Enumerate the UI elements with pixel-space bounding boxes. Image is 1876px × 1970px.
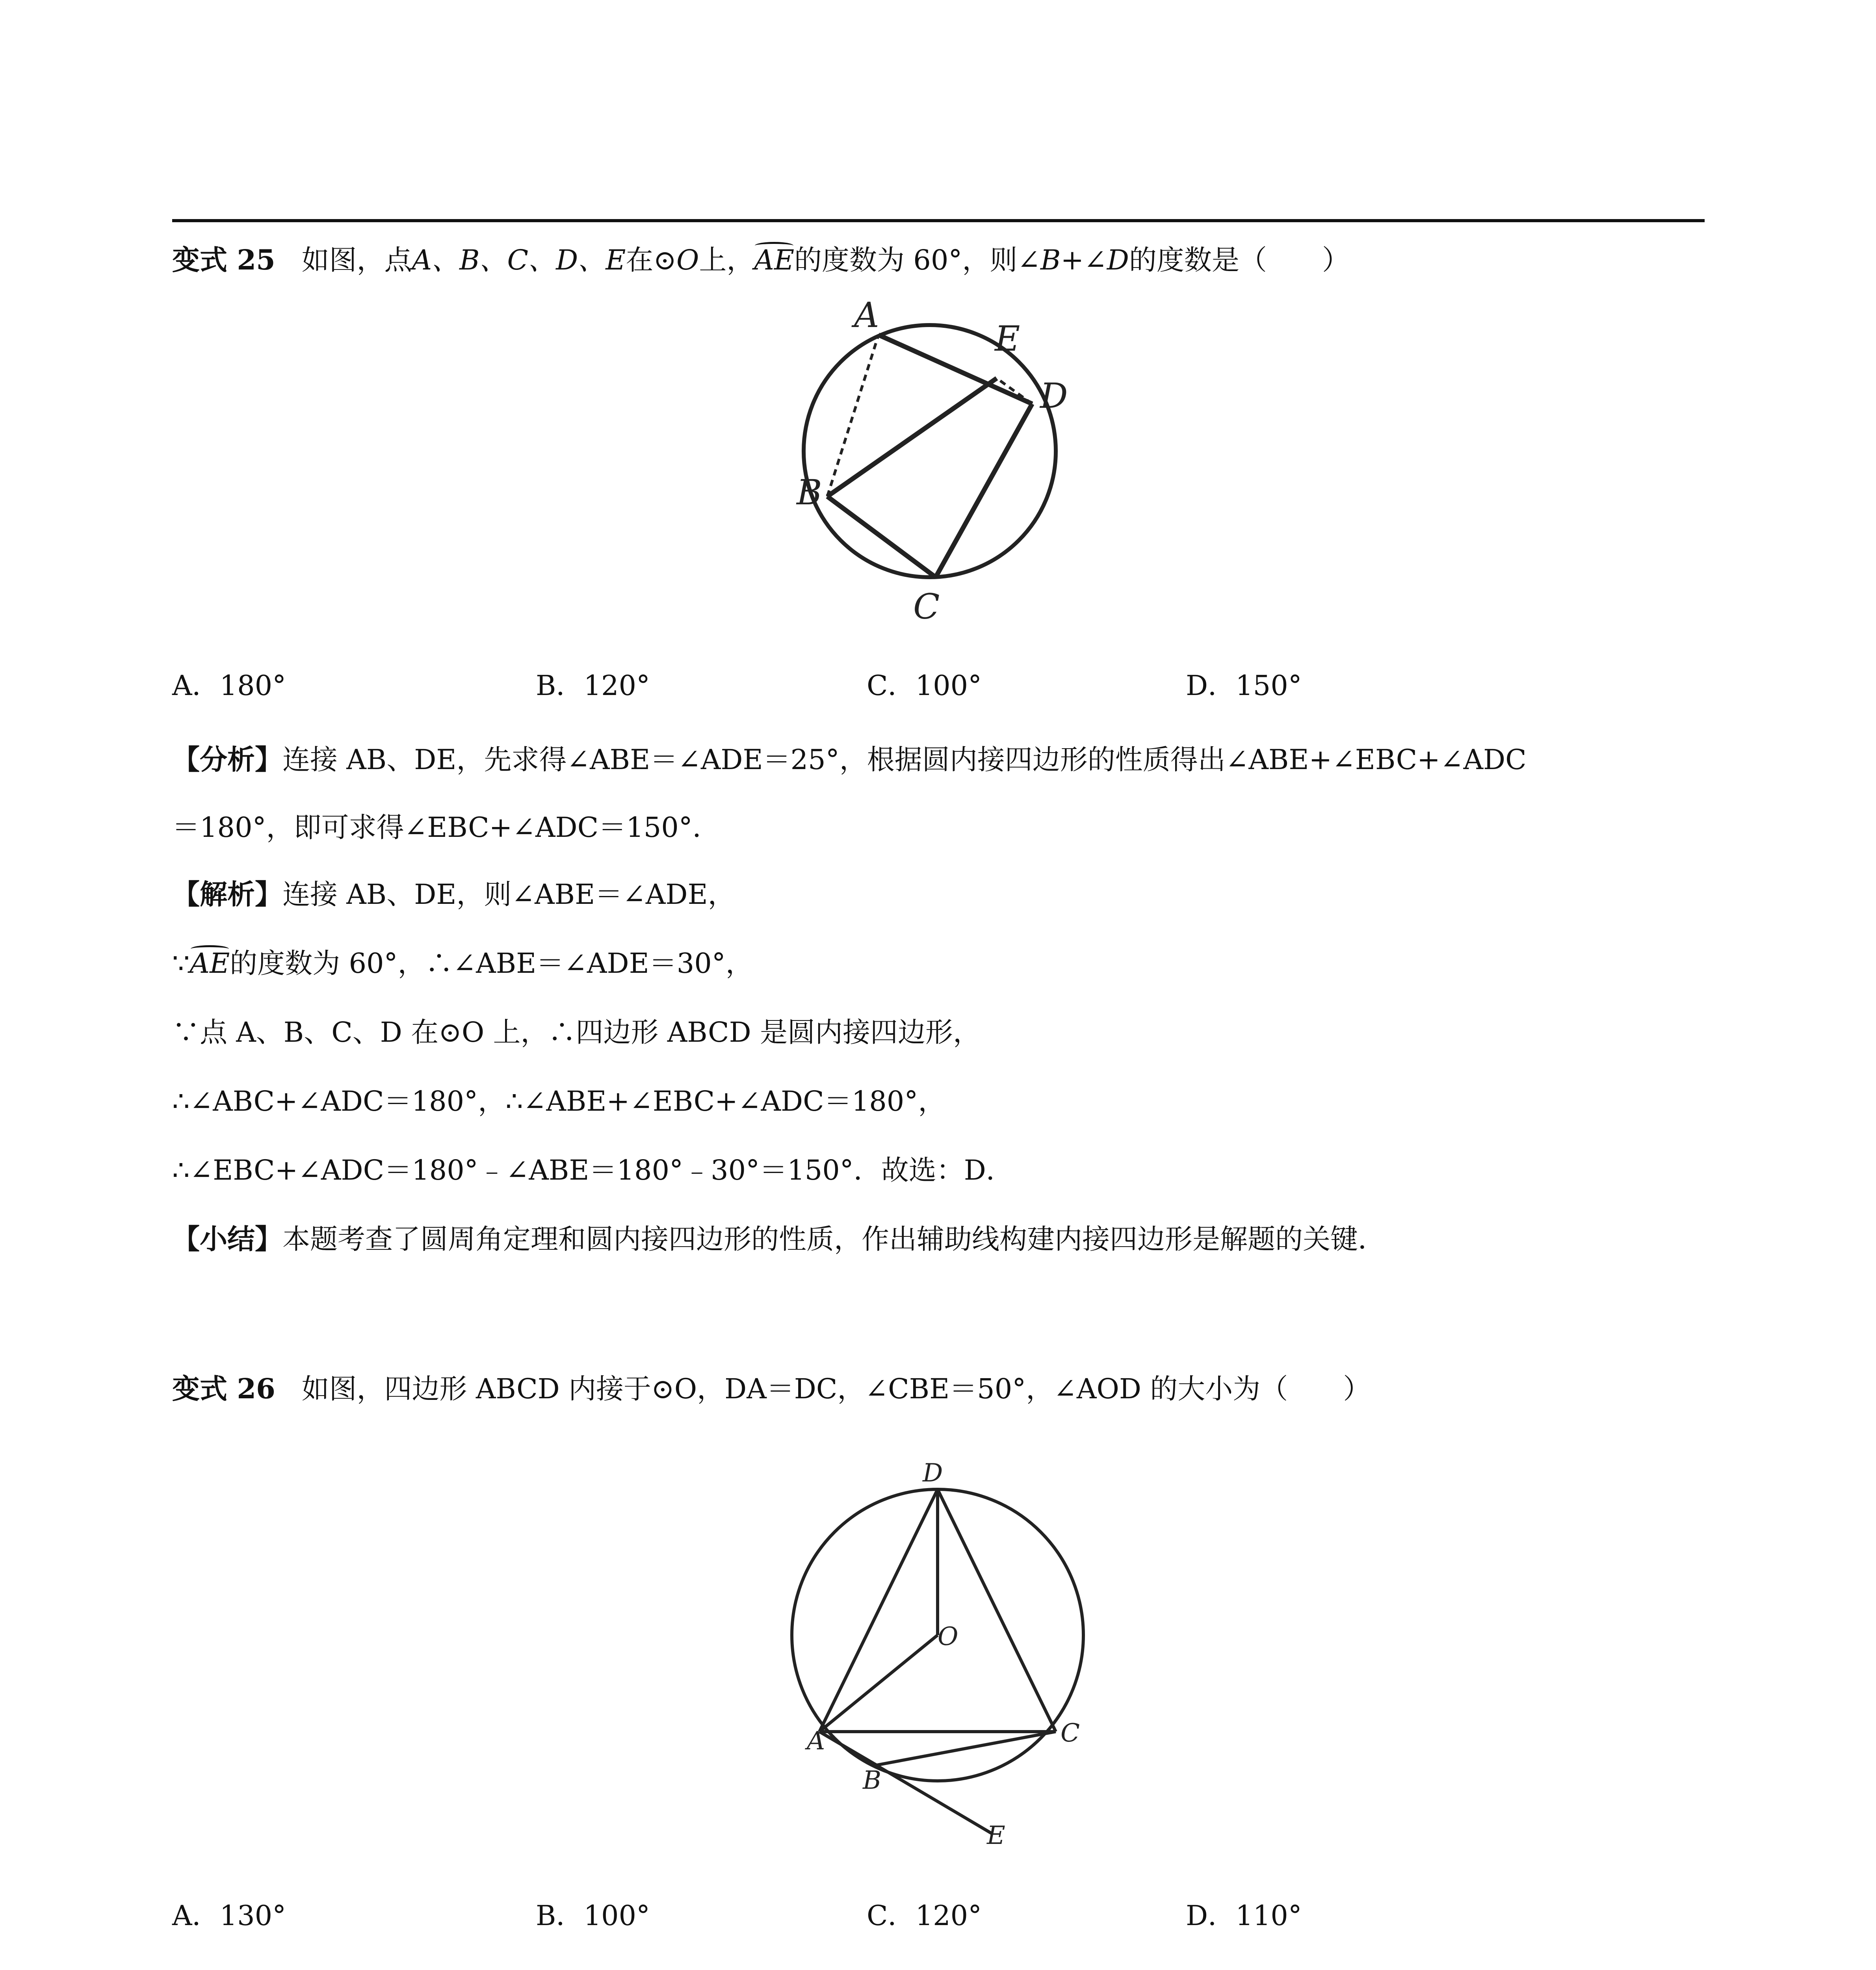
q26-segment-da (819, 1489, 938, 1732)
q25-label-a: A (854, 295, 879, 335)
q25-solution-line5: ∴∠EBC+∠ADC＝180°﹣∠ABE＝180°﹣30°＝150°．故选：D． (172, 1154, 1014, 1186)
q25-label-d: D (1040, 375, 1068, 416)
q25-analysis-text1: 连接 AB、DE，先求得∠ABE＝∠ADE＝25°，根据圆内接四边形的性质得出∠ABE+∠EBC+∠ADC (282, 743, 1527, 776)
q25-stem-d: O (676, 244, 699, 276)
q25-analysis-line2: ＝180°，即可求得∠EBC+∠ADC＝150°． (172, 811, 720, 844)
q25-solution-line1 (172, 875, 736, 914)
q25-solution-tag: 【解析】 (172, 878, 282, 911)
q25-segment-cd (936, 404, 1032, 577)
q25-stem-b: A、B、C、D、E (412, 244, 626, 276)
q26-stem (172, 1369, 1371, 1409)
q25-analysis-line1 (172, 740, 1527, 779)
q25-analysis-tag: 【分析】 (172, 743, 282, 776)
q26-segment-oa (819, 1635, 938, 1732)
q26-label-c: C (1061, 1719, 1080, 1748)
q25-label-b: B (797, 472, 822, 513)
q25-option-c: C．100° (867, 669, 982, 702)
top-rule (172, 219, 1705, 222)
q25-option-d: D．150° (1186, 669, 1302, 702)
q26-segment-dc (938, 1489, 1056, 1732)
q26-stem-text: 如图，四边形 ABCD 内接于⊙O，DA＝DC，∠CBE＝50°，∠AOD 的大小为（ ） (301, 1373, 1371, 1405)
q25-solution-line3: ∵点 A、B、C、D 在⊙O 上，∴四边形 ABCD 是圆内接四边形， (172, 1016, 981, 1048)
q26-label-a: A (807, 1727, 825, 1756)
q25-solution-line2 (172, 944, 753, 983)
q26-option-d: D．110° (1186, 1899, 1302, 1932)
q25-stem-f: 的度数为 60°，则∠ (794, 244, 1041, 276)
q26-option-b: B．100° (536, 1899, 650, 1932)
q25-stem-i: D (1107, 244, 1129, 276)
q25-figure (749, 295, 1127, 654)
q25-summary (172, 1219, 1386, 1259)
q25-stem-h: +∠ (1061, 244, 1107, 276)
q25-label: 变式 25 (172, 243, 275, 276)
q25-segment-ab-dashed (827, 335, 879, 496)
q26-label-b: B (863, 1766, 882, 1795)
q25-label-e: E (995, 318, 1020, 359)
q25-segment-bc (827, 496, 936, 577)
q26-figure (780, 1450, 1080, 1852)
q25-stem-j: 的度数是（ ） (1129, 244, 1350, 276)
q25-sol2-pre: ∵ (172, 947, 190, 979)
q25-summary-text: 本题考查了圆周角定理和圆内接四边形的性质，作出辅助线构建内接四边形是解题的关键． (282, 1223, 1386, 1255)
q25-sol2-arc: AE (190, 944, 230, 983)
q26-label-d: D (923, 1459, 943, 1488)
q26-option-c: C．120° (867, 1899, 982, 1932)
q25-stem-a: 如图，点 (301, 244, 412, 276)
q25-solution-line4: ∴∠ABC+∠ADC＝180°，∴∠ABE+∠EBC+∠ADC＝180°， (172, 1085, 946, 1117)
q25-stem-e: 上， (699, 244, 754, 276)
q25-label-c: C (913, 586, 940, 627)
q25-sol2-post: 的度数为 60°，∴∠ABE＝∠ADE＝30°， (230, 947, 753, 979)
q25-segment-be (827, 378, 997, 496)
q26-label-o: O (938, 1622, 958, 1651)
q25-option-a: A．180° (172, 669, 286, 702)
q25-stem (172, 240, 1350, 280)
q25-arc-ae: AE (754, 240, 794, 280)
q25-option-b: B．120° (536, 669, 650, 702)
q25-stem-c: 在⊙ (626, 244, 676, 276)
q26-label: 变式 26 (172, 1372, 275, 1405)
q26-option-a: A．130° (172, 1899, 286, 1932)
q26-label-e: E (987, 1821, 1005, 1850)
q25-stem-g: B (1040, 244, 1061, 276)
q25-solution-text1: 连接 AB、DE，则∠ABE＝∠ADE， (282, 878, 736, 911)
q25-summary-tag: 【小结】 (172, 1223, 282, 1255)
